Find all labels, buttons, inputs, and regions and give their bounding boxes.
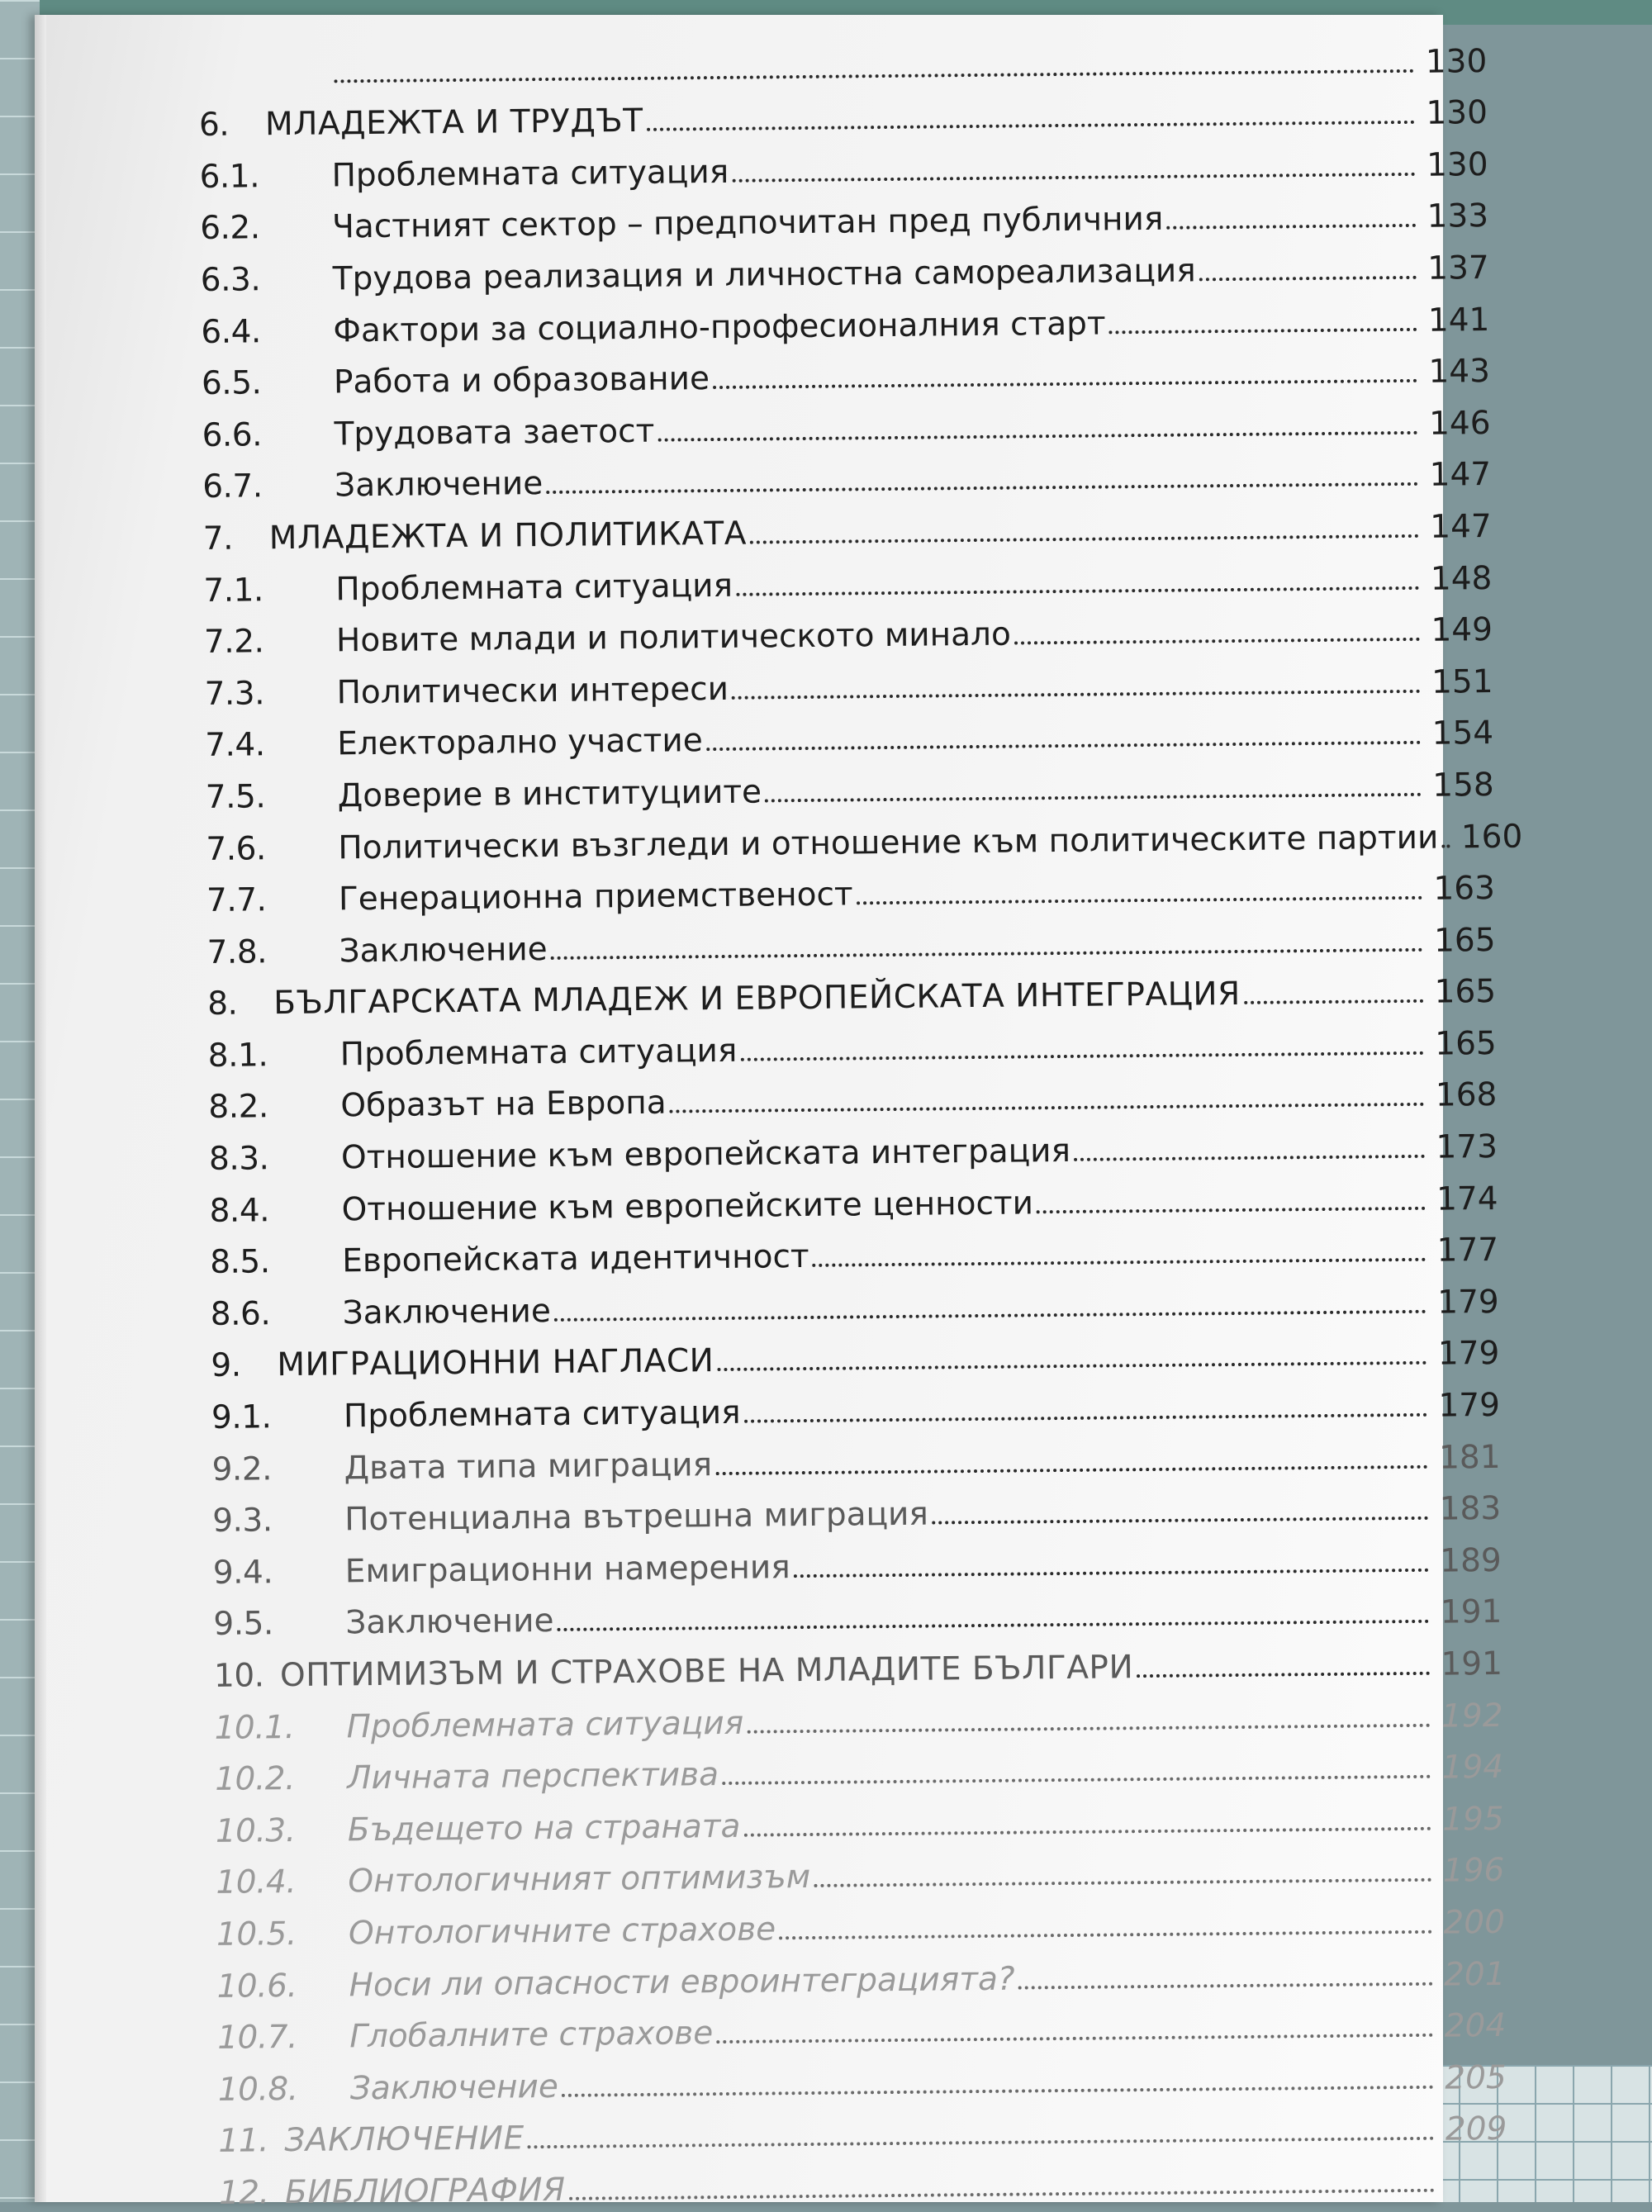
- toc-dot-leader: [657, 431, 1417, 442]
- toc-title: Работа и образование: [334, 363, 710, 400]
- toc-title: Доверие в институциите: [338, 776, 762, 814]
- toc-dot-leader: [558, 1620, 1430, 1631]
- toc-title: ОПТИМИЗЪМ И СТРАХОВЕ НА МЛАДИТЕ БЪЛГАРИ: [280, 1651, 1134, 1693]
- toc-number: 6.5.: [202, 367, 334, 402]
- toc-dot-leader: [1441, 844, 1450, 847]
- toc-page-number: 194: [1434, 1751, 1503, 1786]
- toc-number: 7.3.: [204, 676, 336, 712]
- toc-number: 8.6.: [211, 1297, 343, 1332]
- toc-title: Проблемната ситуация: [335, 569, 733, 607]
- toc-page-number: 174: [1428, 1183, 1498, 1218]
- toc-title: МЛАДЕЖТА И ПОЛИТИКАТА: [269, 518, 748, 557]
- toc-number: 8.: [207, 987, 273, 1022]
- toc-title: Заключение: [350, 2071, 558, 2106]
- toc-dot-leader: [1074, 1155, 1425, 1161]
- toc-number: 8.3.: [209, 1142, 341, 1177]
- toc-page-number: 154: [1424, 717, 1493, 752]
- toc-dot-leader: [1244, 999, 1423, 1004]
- toc-title: Проблемната ситуация: [340, 1035, 738, 1073]
- toc-dot-leader: [750, 534, 1419, 544]
- toc-title: Отношение към европейските ценности: [341, 1187, 1033, 1227]
- toc-number: 6.: [199, 108, 265, 143]
- toc-title: Политически възгледи и отношение към политическите партии: [338, 821, 1438, 866]
- toc-number: 6.6.: [202, 418, 334, 453]
- toc-page-number: 191: [1432, 1596, 1502, 1631]
- toc-page-number: 173: [1428, 1131, 1498, 1165]
- toc-dot-leader: [554, 1310, 1427, 1322]
- toc-title: БИБЛИОГРАФИЯ: [285, 2174, 566, 2210]
- toc-title: Глобалните страхове: [349, 2017, 713, 2054]
- toc-title: Проблемната ситуация: [344, 1397, 741, 1435]
- toc-number: 8.5.: [210, 1246, 342, 1281]
- toc-number: 8.1.: [208, 1038, 340, 1074]
- toc-page-number: 183: [1431, 1493, 1501, 1527]
- toc-page-number: 143: [1421, 355, 1490, 390]
- toc-dot-leader: [736, 586, 1419, 596]
- toc-title: Електорално участие: [337, 724, 703, 762]
- toc-dot-leader: [1018, 1982, 1433, 1989]
- toc-number: 11.: [218, 2124, 284, 2159]
- toc-number: 10.6.: [216, 1969, 349, 2005]
- toc-number: 10.4.: [216, 1866, 348, 1901]
- toc-dot-leader: [1109, 327, 1417, 334]
- toc-title: Потенциална вътрешна миграция: [344, 1498, 928, 1538]
- toc-title: Политически интереси: [336, 673, 729, 711]
- toc-page-number: 147: [1422, 510, 1492, 545]
- toc-number: 7.5.: [206, 780, 338, 815]
- toc-number: 10.7.: [217, 2021, 349, 2057]
- toc-page-number: 151: [1423, 666, 1493, 700]
- toc-dot-leader: [732, 690, 1421, 700]
- toc-number: 6.2.: [200, 211, 332, 247]
- toc-dot-leader: [562, 2086, 1434, 2097]
- toc-number: 10.8.: [218, 2072, 350, 2108]
- toc-page-number: 147: [1422, 458, 1491, 493]
- toc-page-number: 192: [1433, 1700, 1502, 1735]
- toc-number: 6.4.: [201, 315, 333, 350]
- toc-title: Отношение към европейската интеграция: [341, 1135, 1070, 1175]
- toc-title: Частният сектор – предпочитан пред публичния: [332, 203, 1164, 245]
- toc-page-number: 195: [1435, 1803, 1504, 1838]
- toc-page-number: 160: [1453, 820, 1522, 855]
- toc-title: Новите млади и политическото минало: [336, 619, 1011, 659]
- toc-dot-leader: [857, 896, 1422, 905]
- toc-dot-leader: [813, 1258, 1427, 1267]
- toc-page-number: 146: [1421, 407, 1490, 442]
- toc-page-number: 201: [1436, 1958, 1505, 1992]
- toc-page-number: 191: [1433, 1648, 1502, 1683]
- toc-page-number: 179: [1430, 1286, 1499, 1321]
- toc-page-number: 181: [1431, 1441, 1500, 1476]
- toc-title: Трудова реализация и личностна самореализация: [333, 254, 1196, 297]
- toc-dot-leader: [1014, 638, 1420, 645]
- toc-title: Европейската идентичност: [342, 1241, 809, 1279]
- toc-number: 9.2.: [211, 1452, 344, 1488]
- table-of-contents: [198, 27, 1507, 2211]
- toc-number: 6.1.: [199, 159, 331, 195]
- toc-dot-leader: [528, 2137, 1435, 2149]
- toc-number: 6.7.: [202, 470, 335, 506]
- toc-page-number: 189: [1432, 1545, 1502, 1579]
- toc-dot-leader: [717, 1361, 1427, 1371]
- toc-number: 7.7.: [206, 884, 339, 919]
- toc-number: 7.1.: [203, 573, 335, 609]
- toc-number: 9.3.: [212, 1504, 344, 1540]
- toc-number: 9.: [211, 1350, 277, 1384]
- toc-title: Фактори за социално-професионалния старт: [333, 307, 1106, 349]
- toc-dot-leader: [546, 482, 1418, 494]
- toc-dot-leader: [1166, 224, 1416, 230]
- toc-page-number: 141: [1420, 304, 1489, 339]
- toc-title: Образът на Европа: [340, 1087, 667, 1124]
- toc-number: 7.2.: [204, 625, 336, 661]
- toc-number: 6.3.: [201, 263, 333, 298]
- page-binding-edge: [35, 15, 46, 2202]
- toc-dot-leader: [747, 1723, 1430, 1733]
- toc-page-number: 209: [1437, 2113, 1507, 2148]
- toc-title: Личната перспектива: [347, 1759, 719, 1796]
- toc-title: МЛАДЕЖТА И ТРУДЪТ: [265, 105, 643, 142]
- toc-number: 7.8.: [206, 935, 339, 971]
- toc-page-number: 196: [1435, 1854, 1504, 1889]
- toc-dot-leader: [722, 1775, 1431, 1785]
- toc-dot-leader: [765, 793, 1422, 803]
- toc-page-number: 137: [1420, 252, 1489, 287]
- toc-page-number: 179: [1431, 1389, 1500, 1424]
- toc-number: 8.4.: [209, 1194, 341, 1229]
- toc-dot-leader: [713, 379, 1417, 389]
- toc-number: 10.3.: [216, 1814, 348, 1849]
- toc-dot-leader: [715, 1464, 1427, 1474]
- toc-number: 7.6.: [206, 832, 338, 867]
- toc-number: 8.2.: [208, 1090, 340, 1126]
- toc-dot-leader: [932, 1517, 1428, 1525]
- toc-dot-leader: [569, 2189, 1435, 2200]
- toc-title: Заключение: [339, 933, 547, 969]
- toc-title: МИГРАЦИОННИ НАГЛАСИ: [277, 1346, 714, 1384]
- toc-dot-leader: [1199, 276, 1417, 282]
- toc-dot-leader: [744, 1413, 1427, 1423]
- toc-title: Носи ли опасности евроинтеграцията?: [349, 1963, 1014, 2003]
- toc-page-number: 200: [1436, 1906, 1505, 1941]
- toc-page-number: 158: [1425, 769, 1494, 804]
- toc-title: Онтологичните страхове: [349, 1913, 776, 1951]
- toc-page-number: 165: [1427, 975, 1496, 1010]
- background-grid-paper: [0, 0, 40, 2202]
- toc-number: 9.1.: [211, 1400, 344, 1436]
- toc-title: Заключение: [345, 1605, 553, 1640]
- toc-page-number: 149: [1423, 614, 1493, 648]
- toc-number: 7.4.: [205, 729, 337, 764]
- toc-number: 9.5.: [213, 1607, 345, 1643]
- toc-number: 10.5.: [216, 1917, 349, 1953]
- toc-title: Двата типа миграция: [344, 1449, 712, 1486]
- toc-number: 12.: [219, 2176, 285, 2211]
- toc-dot-leader: [794, 1569, 1429, 1578]
- toc-title: Онтологичният оптимизъм: [348, 1861, 810, 1899]
- toc-dot-leader: [706, 741, 1421, 751]
- toc-page-number: 205: [1437, 2062, 1507, 2096]
- toc-title: БЪЛГАРСКАТА МЛАДЕЖ И ЕВРОПЕЙСКАТА ИНТЕГРАЦИЯ: [273, 978, 1241, 1021]
- toc-title: Генерационна приемственост: [339, 879, 853, 918]
- toc-number: 10.1.: [214, 1711, 346, 1746]
- toc-page-number: 165: [1427, 1028, 1497, 1062]
- toc-number: 9.4.: [213, 1555, 345, 1591]
- toc-dot-leader: [1037, 1206, 1426, 1213]
- toc-title: Заключение: [335, 468, 543, 503]
- toc-title: ЗАКЛЮЧЕНИЕ: [284, 2123, 525, 2159]
- toc-page-number: 133: [1419, 200, 1488, 235]
- toc-dot-leader: [647, 121, 1415, 131]
- toc-page-number: 165: [1426, 924, 1495, 959]
- toc-dot-leader: [743, 1827, 1431, 1837]
- toc-dot-leader: [779, 1930, 1432, 1940]
- toc-number: 7.: [203, 522, 269, 557]
- toc-title: Бъдещето на страната: [348, 1811, 741, 1849]
- toc-title: Проблемната ситуация: [331, 156, 729, 194]
- toc-title: Емиграционни намерения: [345, 1551, 790, 1589]
- toc-dot-leader: [670, 1103, 1425, 1113]
- toc-page-number: 163: [1426, 872, 1495, 907]
- toc-page-number: 148: [1422, 562, 1492, 597]
- toc-page-number: 204: [1436, 2010, 1506, 2044]
- toc-title: Трудовата заетост: [334, 415, 654, 452]
- toc-title: Проблемната ситуация: [346, 1706, 743, 1744]
- toc-page-number: 130: [1418, 149, 1488, 183]
- toc-dot-leader: [814, 1878, 1431, 1887]
- toc-page-number: 168: [1427, 1079, 1497, 1113]
- toc-number: 10.2.: [215, 1763, 347, 1798]
- toc-page-number: 130: [1418, 97, 1488, 131]
- toc-title: Заключение: [343, 1295, 551, 1331]
- toc-dot-leader: [740, 1051, 1423, 1061]
- toc-number: 10.: [214, 1659, 280, 1694]
- toc-dot-leader: [1137, 1672, 1430, 1678]
- toc-dot-leader: [716, 2034, 1433, 2043]
- toc-page-number: 130: [1417, 45, 1487, 80]
- toc-dot-leader: [732, 173, 1415, 183]
- toc-page-number: 179: [1430, 1337, 1499, 1372]
- toc-page-number: 177: [1429, 1234, 1498, 1269]
- toc-dot-leader: [551, 948, 1423, 960]
